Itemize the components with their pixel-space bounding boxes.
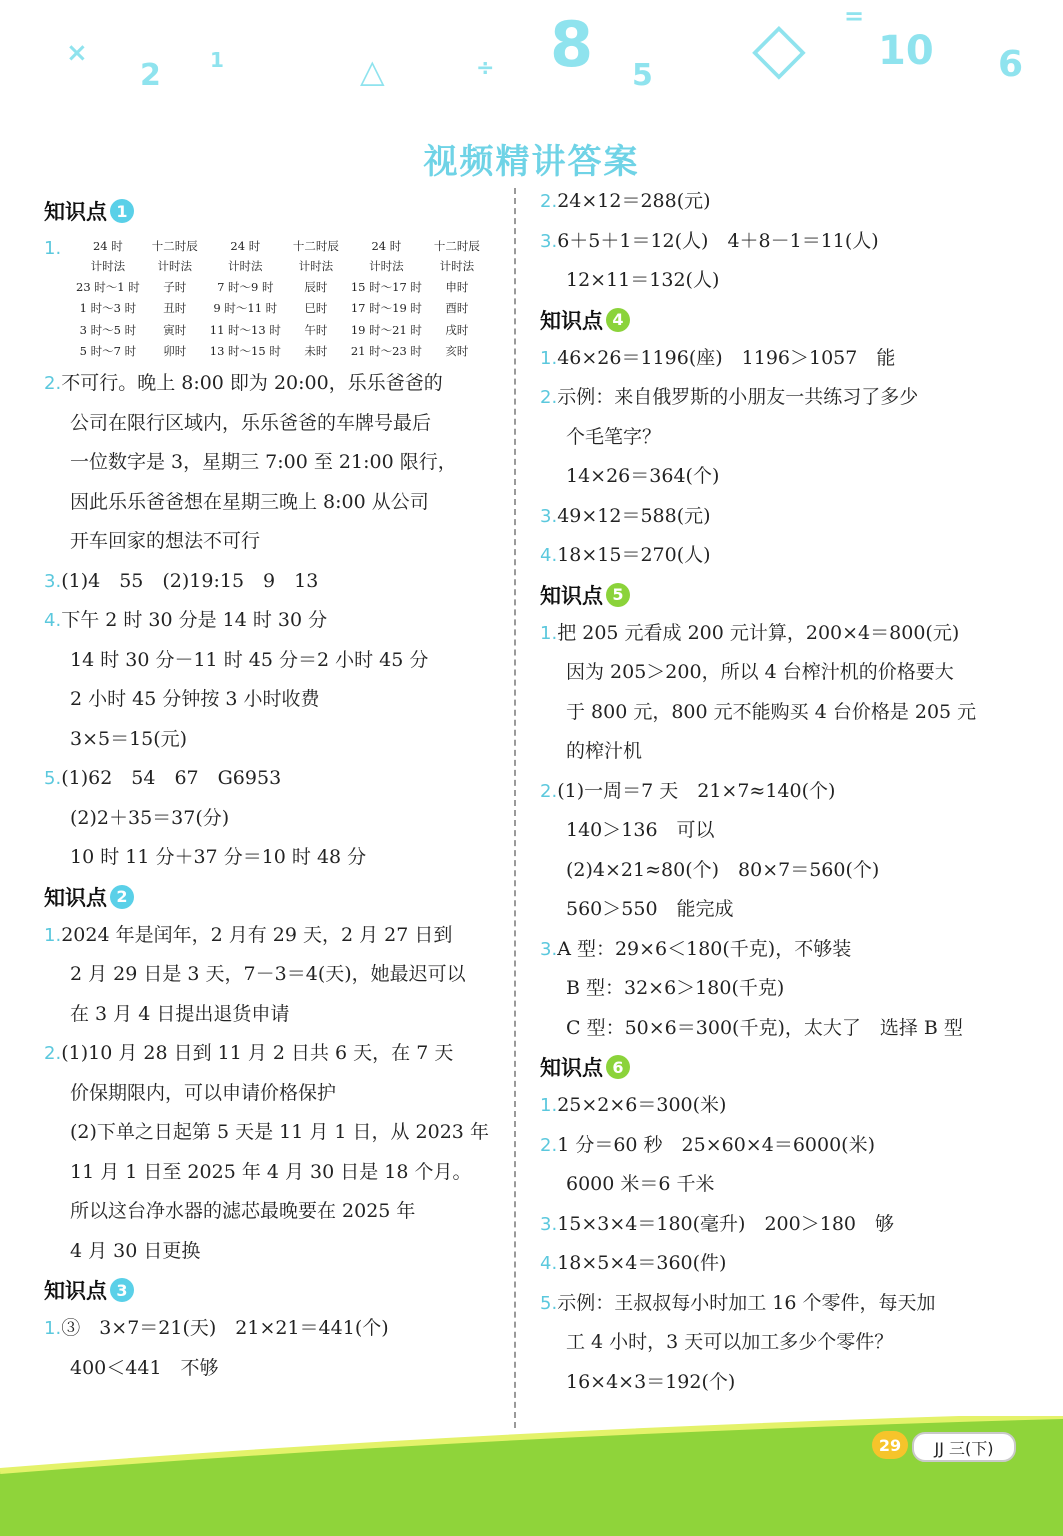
table-cell: 寅时 (163, 322, 187, 337)
table-cell: 21 时～23 时 (350, 344, 422, 359)
table-row (70, 276, 486, 298)
question-number: 2. (540, 387, 558, 408)
table-cell: 丑时 (163, 301, 187, 316)
table-cell: 午时 (304, 322, 328, 337)
decor-glyph: ÷ (476, 56, 495, 81)
answer-text: 18×15＝270(人) (557, 544, 711, 566)
question-number: 5. (540, 1292, 558, 1314)
question-3 (540, 1205, 1020, 1245)
question-number: 3. (540, 1213, 558, 1235)
question-number: 1. (540, 1095, 558, 1116)
table-header: 计时法 (228, 259, 263, 273)
section-label: 知识点 (44, 1279, 107, 1303)
table-cell: 19 时～21 时 (350, 322, 422, 337)
table-row (70, 341, 486, 363)
decor-glyph: 8 (550, 8, 594, 81)
table-header: 计时法 (157, 259, 193, 273)
answer-text: 25×2×6＝300(米) (557, 1094, 727, 1116)
question-4 (44, 601, 509, 759)
question-3 (44, 562, 509, 602)
section-heading (540, 576, 1020, 614)
table-header: 计时法 (439, 259, 475, 273)
answer-text: 所以这台净水器的滤芯最晚要在 2025 年 (70, 1200, 416, 1222)
answer-text: 因为 205＞200，所以 4 台榨汁机的价格要大 (566, 661, 954, 683)
answer-text: 3×5＝15(元) (70, 727, 188, 750)
table-header: 十二时辰 (433, 239, 480, 253)
answer-text: 4 月 30 日更换 (70, 1239, 201, 1262)
answer-text: (1)10 月 28 日到 11 月 2 日共 6 天，在 7 天 (61, 1042, 454, 1064)
table-header: 24 时 (371, 239, 402, 253)
answer-text: 46×26＝1196(座) 1196＞1057 能 (557, 346, 896, 369)
table-header: 计时法 (298, 259, 334, 273)
answer-text: 一位数字是 3，星期三 7:00 至 21:00 限行， (70, 451, 457, 473)
table-header: 计时法 (369, 259, 404, 273)
section-number-badge: 5 (606, 583, 630, 607)
right-column (540, 182, 1020, 1402)
question-3 (540, 497, 1020, 537)
column-divider (514, 188, 516, 1428)
table-row (70, 298, 486, 320)
question-1 (44, 236, 509, 362)
answer-text: (2)2＋35＝37(分) (70, 806, 230, 829)
table-cell: 3 时～5 时 (79, 322, 137, 337)
answer-text: 400＜441 不够 (70, 1356, 219, 1379)
question-number: 4. (540, 545, 558, 566)
question-2 (540, 378, 1020, 497)
question-2 (44, 1034, 509, 1271)
answer-text: 示例：王叔叔每小时加工 16 个零件，每天加 (557, 1291, 936, 1314)
table-cell: 23 时～1 时 (76, 279, 140, 294)
table-cell: 1 时～3 时 (79, 301, 137, 316)
table-header: 24 时 (92, 239, 123, 253)
question-2 (44, 364, 509, 562)
question-5 (44, 759, 509, 878)
question-1 (540, 339, 1020, 379)
answer-text: 公司在限行区域内，乐乐爸爸的车牌号最后 (70, 411, 432, 434)
decor-glyph: × (66, 38, 88, 68)
table-cell: 巳时 (304, 301, 328, 316)
question-2 (540, 772, 1020, 930)
question-number: 3. (540, 505, 558, 527)
answer-text: 6＋5＋1＝12(人) 4＋8－1＝11(人) (557, 229, 879, 252)
question-4 (540, 1244, 1020, 1284)
answer-text: 140＞136 可以 (566, 819, 715, 841)
decor-glyph: ◇ (752, 6, 806, 88)
answer-text: 个毛笔字？ (566, 425, 662, 448)
left-column (44, 192, 509, 1388)
answer-text: (1)一周＝7 天 21×7≈140(个) (557, 779, 836, 802)
question-4 (540, 536, 1020, 576)
table-cell: 子时 (163, 279, 187, 294)
question-number: 2. (44, 1043, 62, 1064)
table-cell: 13 时～15 时 (209, 344, 281, 359)
section-number-badge: 2 (110, 885, 134, 909)
answer-text: 14 时 30 分－11 时 45 分＝2 小时 45 分 (70, 648, 429, 671)
decor-glyph: 1 (210, 48, 224, 72)
answer-text: 2024 年是闰年，2 月有 29 天，2 月 27 日到 (61, 923, 453, 946)
answer-text: 6000 米＝6 千米 (566, 1173, 715, 1195)
section-heading (44, 192, 509, 230)
table-cell: 戌时 (445, 322, 469, 337)
section-label: 知识点 (44, 885, 107, 910)
table-cell: 未时 (304, 344, 328, 359)
table-cell: 7 时～9 时 (217, 279, 274, 294)
section-label: 知识点 (540, 1056, 603, 1080)
answer-text: 10 时 11 分＋37 分＝10 时 48 分 (70, 846, 367, 868)
answer-text: 于 800 元，800 元不能购买 4 台价格是 205 元 (566, 700, 977, 723)
question-1 (540, 1086, 1020, 1126)
table-header: 24 时 (230, 239, 261, 253)
answer-text: (2)下单之日起第 5 天是 11 月 1 日，从 2023 年 (70, 1121, 489, 1143)
question-number: 2. (44, 373, 62, 394)
decor-glyph: 10 (878, 28, 934, 74)
question-3 (540, 222, 1020, 301)
edition-tag: JJ 三(下) (912, 1432, 1016, 1462)
table-cell: 17 时～19 时 (350, 301, 422, 316)
section-label: 知识点 (44, 200, 107, 224)
decor-glyph: △ (360, 52, 385, 90)
question-number: 2. (540, 1134, 558, 1156)
answer-text: 不可行。晚上 8:00 即为 20:00，乐乐爸爸的 (61, 372, 443, 394)
answer-text: 把 205 元看成 200 元计算，200×4＝800(元) (557, 621, 960, 644)
decor-glyph: 5 (632, 58, 653, 93)
question-1 (44, 916, 509, 1035)
table-cell: 11 时～13 时 (209, 322, 281, 337)
table-cell: 卯时 (163, 344, 187, 359)
section-heading (44, 1271, 509, 1309)
question-2 (540, 1126, 1020, 1205)
decor-glyph: 6 (998, 44, 1024, 85)
question-number: 3. (44, 570, 62, 592)
answer-text: 下午 2 时 30 分是 14 时 30 分 (61, 609, 328, 631)
question-number: 2. (540, 191, 558, 212)
answer-text: 示例：来自俄罗斯的小朋友一共练习了多少 (557, 386, 919, 408)
table-cell: 15 时～17 时 (350, 279, 422, 294)
answer-text: C 型：50×6＝300(千克)，太大了 选择 B 型 (566, 1016, 963, 1039)
question-1 (540, 614, 1020, 772)
section-heading (44, 878, 509, 916)
section-number-badge: 4 (606, 308, 630, 332)
page-title: 视频精讲答案 (423, 142, 640, 182)
answer-text: 14×26＝364(个) (566, 465, 720, 487)
answer-text: 因此乐乐爸爸想在星期三晚上 8:00 从公司 (70, 490, 429, 513)
answer-text: (1)4 55 (2)19:15 9 13 (61, 569, 319, 592)
table-cell: 5 时～7 时 (79, 344, 137, 359)
answer-text: 在 3 月 4 日提出退货申请 (70, 1002, 290, 1025)
question-number: 1. (540, 347, 558, 369)
section-number-badge: 1 (110, 199, 134, 223)
question-number: 1. (44, 1318, 62, 1339)
table-cell: 亥时 (445, 344, 469, 359)
answer-text: 工 4 小时，3 天可以加工多少个零件？ (566, 1331, 894, 1353)
answer-text: 开车回家的想法不可行 (70, 530, 261, 552)
answer-text: (2)4×21≈80(个) 80×7＝560(个) (566, 858, 880, 881)
question-number: 1. (44, 924, 62, 946)
table-cell: 9 时～11 时 (213, 301, 278, 316)
table-row (70, 319, 486, 341)
answer-text: 49×12＝588(元) (557, 504, 711, 527)
section-label: 知识点 (540, 308, 603, 333)
answer-text: A 型：29×6＜180(千克)，不够装 (557, 937, 852, 960)
question-number: 1. (44, 238, 62, 259)
question-1 (44, 1309, 509, 1388)
section-heading (540, 1048, 1020, 1086)
answer-text: ③ 3×7＝21(天) 21×21＝441(个) (61, 1317, 389, 1339)
question-5 (540, 1284, 1020, 1403)
answer-text: 560＞550 能完成 (566, 898, 734, 920)
table-header: 十二时辰 (292, 239, 339, 253)
question-number: 2. (540, 780, 558, 802)
answer-text: 16×4×3＝192(个) (566, 1370, 736, 1393)
answer-text: 价保期限内，可以申请价格保护 (70, 1081, 337, 1104)
time-system-table (70, 236, 486, 362)
table-header: 十二时辰 (151, 239, 198, 253)
section-number-badge: 3 (110, 1278, 134, 1302)
answer-text: 的榨汁机 (566, 740, 643, 762)
answer-text: (1)62 54 67 G6953 (61, 767, 282, 789)
answer-text: 24×12＝288(元) (557, 190, 711, 212)
answer-text: 12×11＝132(人) (566, 269, 720, 291)
table-cell: 辰时 (304, 279, 328, 294)
question-number: 4. (540, 1253, 558, 1274)
decor-glyph: 2 (140, 58, 161, 93)
question-number: 4. (44, 610, 62, 631)
section-number-badge: 6 (606, 1055, 630, 1079)
answer-text: B 型：32×6＞180(千克) (566, 977, 785, 999)
question-3 (540, 930, 1020, 1049)
question-number: 5. (44, 768, 62, 789)
answer-text: 15×3×4＝180(毫升) 200＞180 够 (557, 1212, 895, 1235)
answer-text: 18×5×4＝360(件) (557, 1252, 727, 1274)
answer-text: 1 分＝60 秒 25×60×4＝6000(米) (557, 1133, 875, 1156)
question-2 (540, 182, 1020, 222)
section-heading (540, 301, 1020, 339)
question-number: 3. (540, 938, 558, 960)
table-cell: 申时 (445, 279, 469, 294)
answer-text: 2 小时 45 分钟按 3 小时收费 (70, 688, 320, 710)
decor-glyph: = (844, 2, 865, 30)
question-number: 3. (540, 230, 558, 252)
section-label: 知识点 (540, 583, 603, 608)
question-number: 1. (540, 622, 558, 644)
page-number-badge: 29 (872, 1431, 908, 1459)
table-cell: 酉时 (445, 301, 469, 316)
answer-text: 2 月 29 日是 3 天，7－3＝4(天)，她最迟可以 (70, 963, 466, 985)
table-header: 计时法 (90, 259, 126, 273)
answer-text: 11 月 1 日至 2025 年 4 月 30 日是 18 个月。 (70, 1160, 472, 1183)
